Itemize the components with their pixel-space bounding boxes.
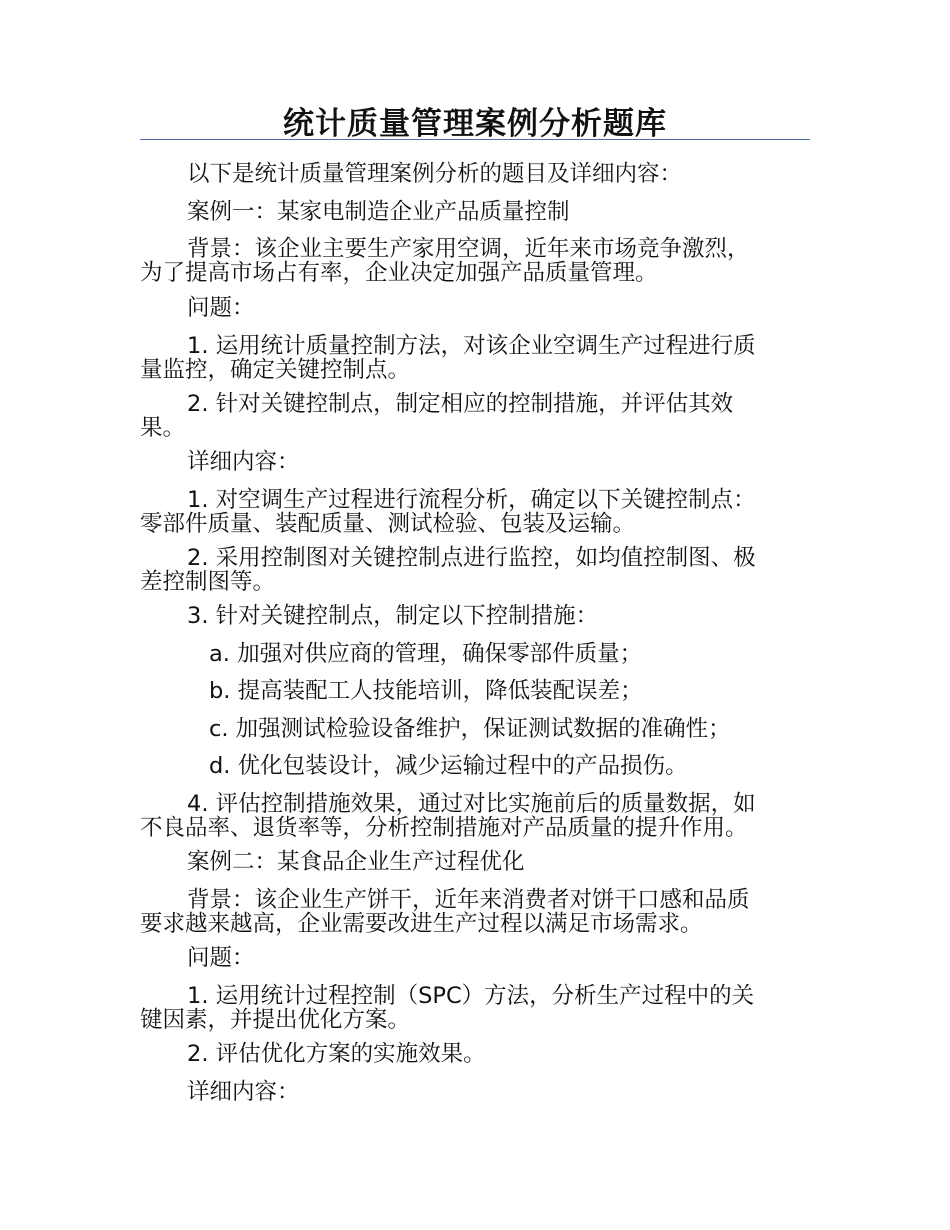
text-line: 2. 采用控制图对关键控制点进行监控，如均值控制图、极 <box>187 545 756 571</box>
text-line: 4. 评估控制措施效果，通过对比实施前后的质量数据，如 <box>187 791 756 817</box>
text-line: 案例一：某家电制造企业产品质量控制 <box>187 199 570 225</box>
intro-paragraph <box>140 162 810 186</box>
text-line: 键因素，并提出优化方案。 <box>140 1007 411 1033</box>
case2-background <box>140 888 810 936</box>
text-line: 3. 针对关键控制点，制定以下控制措施： <box>187 603 599 629</box>
text-line: 1. 对空调生产过程进行流程分析，确定以下关键控制点： <box>187 487 756 513</box>
case1-detail-3c <box>140 717 810 741</box>
text-line: d. 优化包装设计，减少运输过程中的产品损伤。 <box>209 753 688 779</box>
text-line: 为了提高市场占有率，企业决定加强产品质量管理。 <box>140 260 658 286</box>
text-line: b. 提高装配工人技能培训，降低装配误差； <box>209 678 643 704</box>
text-line: 差控制图等。 <box>140 569 276 595</box>
case1-background <box>140 237 810 285</box>
case2-question-2 <box>140 1042 810 1066</box>
case2-question-1 <box>140 984 810 1032</box>
case2-questions-label <box>140 946 810 970</box>
text-line: 详细内容： <box>187 1079 300 1105</box>
text-line: 以下是统计质量管理案例分析的题目及详细内容： <box>187 161 683 187</box>
case1-details-label <box>140 450 810 474</box>
text-line: 背景：该企业主要生产家用空调，近年来市场竞争激烈， <box>187 236 750 262</box>
case1-detail-4 <box>140 792 810 840</box>
text-line: 不良品率、退货率等，分析控制措施对产品质量的提升作用。 <box>140 815 748 841</box>
text-line: 2. 针对关键控制点，制定相应的控制措施，并评估其效 <box>187 391 734 417</box>
case1-detail-2 <box>140 546 810 594</box>
text-line: 问题： <box>187 945 255 971</box>
case1-question-1 <box>140 334 810 382</box>
case2-details-label <box>140 1080 810 1104</box>
text-line: 背景：该企业生产饼干，近年来消费者对饼干口感和品质 <box>187 887 750 913</box>
document-title: 统计质量管理案例分析题库 <box>283 106 667 142</box>
text-line: 零部件质量、装配质量、测试检验、包装及运输。 <box>140 511 636 537</box>
case1-detail-3d <box>140 754 810 778</box>
text-line: 1. 运用统计过程控制（SPC）方法，分析生产过程中的关 <box>187 983 755 1009</box>
text-line: 果。 <box>140 415 186 441</box>
case1-questions-label <box>140 296 810 320</box>
case2-heading <box>140 850 810 874</box>
text-line: 2. 评估优化方案的实施效果。 <box>187 1041 486 1067</box>
case1-detail-1 <box>140 488 810 536</box>
case1-question-2 <box>140 392 810 440</box>
text-line: 1. 运用统计质量控制方法，对该企业空调生产过程进行质 <box>187 333 756 359</box>
text-line: 量监控，确定关键控制点。 <box>140 357 411 383</box>
case1-detail-3a <box>140 642 810 666</box>
text-line: 要求越来越高，企业需要改进生产过程以满足市场需求。 <box>140 911 703 937</box>
case1-heading <box>140 200 810 224</box>
text-line: 问题： <box>187 295 255 321</box>
text-line: 详细内容： <box>187 449 300 475</box>
text-line: 案例二：某食品企业生产过程优化 <box>187 849 525 875</box>
title-underline <box>140 139 810 140</box>
case1-detail-3 <box>140 604 810 628</box>
text-line: a. 加强对供应商的管理，确保零部件质量； <box>209 641 643 667</box>
case1-detail-3b <box>140 679 810 703</box>
text-line: c. 加强测试检验设备维护，保证测试数据的准确性； <box>209 716 731 742</box>
